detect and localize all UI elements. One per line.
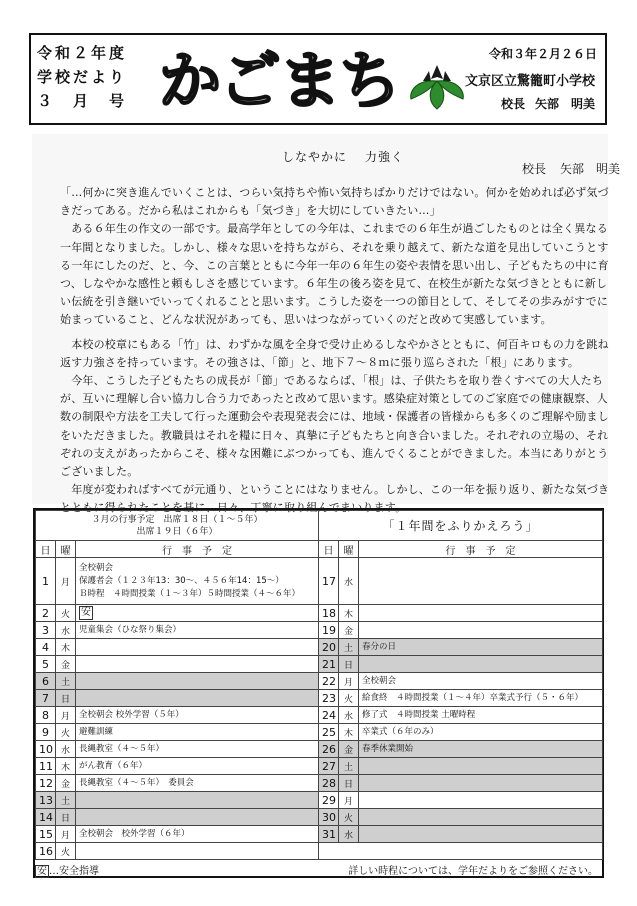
day-number: 8: [36, 707, 56, 724]
event-line: 児童集会（ひな祭り集会）: [79, 624, 182, 635]
event-line: 春季休業開始: [362, 743, 414, 754]
day-events: [359, 558, 603, 605]
essay-paragraph: 本校の校章にもある「竹」は、わずかな風を全身で受け止めるしなやかさとともに、何百キロもの力を跳ね返す力強さを持っています。その強さは、「節」と、地下７～８ｍに張り巡らされた「根」にあります。: [60, 337, 609, 369]
schedule-row: [36, 656, 603, 673]
essay-author: [522, 160, 620, 177]
event-line: 安: [81, 607, 91, 618]
safety-mark: 安: [37, 866, 47, 877]
day-number: 31: [319, 826, 339, 843]
day-of-week: 火: [56, 843, 76, 860]
schedule-row: [36, 741, 603, 758]
event-line: Ｂ時程 ４時間授業（１～３年）５時間授業（４～６年）: [79, 588, 301, 599]
day-of-week: 土: [56, 673, 76, 690]
day-number: 9: [36, 724, 56, 741]
empty-cell: [319, 843, 603, 860]
essay-paragraph: 今年、こうした子どもたちの成長が「節」であるならば、「根」は、子供たちを取り巻くすべての大人たちが、互いに理解し合い協力し合う力であったと改めて思います。感染症対策としてのご家庭での健康観察、人数の制限や方法を工夫して行った運動会や表現発表会には、地域・保護者の皆様からも多くのご理解や励ましをいただきました。教職員はそれを糧に日々、真摯に子どもたちと向き合いました。それぞれの立場の、それぞれの支えがあったからこそ、様々な困難にぶつかっても、進んでくることができました。本当にありがとうございました。: [60, 374, 609, 479]
day-of-week: 水: [56, 741, 76, 758]
day-number: 10: [36, 741, 56, 758]
day-number: 5: [36, 656, 56, 673]
day-of-week: 金: [339, 741, 359, 758]
day-events: [76, 843, 319, 860]
day-of-week: 木: [56, 639, 76, 656]
day-number: 30: [319, 809, 339, 826]
col-dow: 曜: [339, 541, 359, 558]
day-events: [359, 809, 603, 826]
principal-essay: [32, 134, 621, 515]
day-events: [359, 826, 603, 843]
day-events: [76, 558, 319, 605]
col-dow: 曜: [56, 541, 76, 558]
day-of-week: 水: [56, 622, 76, 639]
day-of-week: 土: [56, 792, 76, 809]
day-of-week: 土: [339, 758, 359, 775]
col-events: 行 事 予 定: [76, 541, 319, 558]
schedule-row: [36, 724, 603, 741]
day-events: [76, 792, 319, 809]
newsletter-title: かごまち: [159, 44, 400, 117]
caption-line: 出席１９日（６年）: [136, 526, 218, 537]
col-day: 日: [319, 541, 339, 558]
schedule-row: [36, 605, 603, 622]
day-events: [359, 741, 603, 758]
essay-body: [60, 184, 612, 518]
day-of-week: 金: [339, 622, 359, 639]
footer-legend: [35, 862, 99, 877]
school-name: 文京区立驚籠町小学校: [464, 74, 595, 89]
day-number: 23: [319, 690, 339, 707]
day-of-week: 月: [56, 707, 76, 724]
day-number: 7: [36, 690, 56, 707]
schedule-header-row: [36, 541, 603, 558]
schedule-row: [36, 558, 603, 605]
day-events: [76, 673, 319, 690]
day-events: [76, 656, 319, 673]
day-of-week: 火: [56, 605, 76, 622]
essay-paragraph: 「…何かに突き進んでいくことは、つらい気持ちや怖い気持ちばかりだけではない。何かを始めれば必ず気づきだってある。だから私はこれからも「気づき」を大切にしていきたい…」: [60, 186, 609, 218]
event-line: 長縄教室（４～５年）: [79, 743, 165, 754]
day-number: 24: [319, 707, 339, 724]
schedule-caption-left: [36, 511, 319, 541]
day-number: 26: [319, 741, 339, 758]
day-events: [76, 639, 319, 656]
principal-role: 校長: [500, 97, 525, 111]
issue-line: 学校だより: [37, 68, 128, 86]
schedule-row: [36, 690, 603, 707]
day-of-week: 木: [339, 605, 359, 622]
event-line: 長縄教室（４～５年） 委員会: [79, 777, 194, 788]
day-number: 16: [36, 843, 56, 860]
bamboo-emblem-icon: [407, 61, 467, 111]
day-of-week: 火: [56, 724, 76, 741]
day-of-week: 日: [339, 775, 359, 792]
day-number: 12: [36, 775, 56, 792]
event-line: 全校朝会 校外学習（６年）: [79, 828, 190, 839]
author-name: 矢部 明美: [560, 162, 621, 176]
schedule-table: [35, 510, 603, 860]
day-of-week: 木: [339, 724, 359, 741]
day-events: [359, 775, 603, 792]
day-events: [359, 656, 603, 673]
day-of-week: 月: [339, 673, 359, 690]
day-events: [359, 707, 603, 724]
day-events: [76, 758, 319, 775]
essay-paragraph: ある６年生の作文の一部です。最高学年としての今年は、これまでの６年生が過ごしたものとは全く異なる一年間となりました。しかし、様々な思いを持ちながら、それを乗り越えて、新たな道を見出していこうとする一年にしたのだ、と、今、この言葉とともに今年一年の６年生の姿や表情を思い出し、子どもたちの中に育つ、しなやかな感性と頼もしさを感じています。６年生の後ろ姿を見て、在校生が新たな気づきとともに新しい伝統を引き継いでいってくれることと思います。こうした姿を一つの節目として、そしてその歩みがすでに始まっていること、どんな状況があっても、思いはつながっていくのだと改めて実感しています。: [60, 222, 609, 327]
event-line: 全校朝会: [362, 675, 397, 686]
day-number: 4: [36, 639, 56, 656]
day-of-week: 火: [339, 809, 359, 826]
schedule-row: [36, 826, 603, 843]
day-number: 17: [319, 558, 339, 605]
principal: [501, 95, 595, 112]
day-number: 6: [36, 673, 56, 690]
day-number: 13: [36, 792, 56, 809]
essay-title: [282, 148, 404, 165]
issue-line: ３ 月 号: [37, 92, 128, 110]
day-of-week: 土: [339, 639, 359, 656]
day-number: 1: [36, 558, 56, 605]
day-of-week: 月: [339, 792, 359, 809]
day-events: [359, 622, 603, 639]
day-number: 11: [36, 758, 56, 775]
schedule-row: [36, 809, 603, 826]
schedule-row: [36, 707, 603, 724]
issue-line: 令和２年度: [37, 44, 128, 62]
schedule-row: [36, 758, 603, 775]
day-number: 22: [319, 673, 339, 690]
col-day: 日: [36, 541, 56, 558]
day-events: [76, 724, 319, 741]
principal-name: 矢部 明美: [534, 97, 595, 111]
day-events: [76, 775, 319, 792]
essay-title-part: 力強く: [365, 150, 405, 164]
day-number: 15: [36, 826, 56, 843]
schedule-row: [36, 639, 603, 656]
event-line: 給食終 ４時間授業（１～４年）卒業式予行（５・６年）: [362, 692, 584, 703]
day-events: [359, 758, 603, 775]
footer-legend-text: …安全指導: [49, 866, 99, 877]
day-of-week: 月: [56, 558, 76, 605]
day-of-week: 日: [339, 656, 359, 673]
day-of-week: 木: [56, 758, 76, 775]
day-events: [359, 792, 603, 809]
day-of-week: 金: [56, 775, 76, 792]
day-number: 14: [36, 809, 56, 826]
schedule-caption-row: [36, 511, 603, 541]
day-events: [76, 707, 319, 724]
event-line: 春分の日: [362, 641, 397, 652]
day-number: 27: [319, 758, 339, 775]
event-line: がん教育（６年）: [79, 760, 148, 771]
day-number: 29: [319, 792, 339, 809]
schedule-row: [36, 622, 603, 639]
day-events: [359, 690, 603, 707]
day-number: 3: [36, 622, 56, 639]
schedule-caption-right: 「１年間をふりかえろう」: [319, 511, 603, 541]
day-of-week: 水: [339, 707, 359, 724]
schedule-row: [36, 792, 603, 809]
day-events: [76, 690, 319, 707]
issue-date: 令和３年２月２６日: [488, 47, 597, 61]
day-number: 20: [319, 639, 339, 656]
day-events: [76, 741, 319, 758]
day-number: 25: [319, 724, 339, 741]
day-of-week: 月: [56, 826, 76, 843]
day-number: 28: [319, 775, 339, 792]
day-events: [76, 622, 319, 639]
event-line: 保護者会（１２３年13：30～、４５６年14：15～）: [79, 575, 284, 586]
day-events: [76, 605, 319, 622]
essay-title-part: しなやかに: [282, 150, 348, 164]
day-events: [359, 673, 603, 690]
footer-note: 詳しい時程については、学年だよりをご参照ください。: [348, 866, 598, 877]
day-events: [76, 826, 319, 843]
day-events: [359, 639, 603, 656]
day-number: 18: [319, 605, 339, 622]
day-events: [76, 809, 319, 826]
day-of-week: 火: [339, 690, 359, 707]
event-line: 避難訓練: [79, 726, 114, 737]
event-line: 全校朝会 校外学習（５年）: [79, 709, 184, 720]
schedule-row: [36, 775, 603, 792]
day-number: 21: [319, 656, 339, 673]
event-line: 卒業式（６年のみ）: [362, 726, 439, 737]
essay-paragraph: 年度が変わればすべてが元通り、ということにはなりません。しかし、この一年を振り返り、新たな気づきとともに得られたことを基に、日々、丁寧に取り組んでまいります。: [60, 483, 610, 515]
day-number: 2: [36, 605, 56, 622]
day-number: 19: [319, 622, 339, 639]
day-of-week: 水: [339, 558, 359, 605]
day-events: [359, 724, 603, 741]
schedule-row: [36, 673, 603, 690]
col-events: 行 事 予 定: [359, 541, 603, 558]
day-of-week: 水: [339, 826, 359, 843]
newsletter-header: [29, 33, 607, 125]
event-line: 修了式 ４時間授業 土曜時程: [362, 709, 476, 720]
caption-line: ３月の行事予定 出席１８日（１～５年）: [91, 514, 263, 525]
march-schedule: [33, 508, 604, 878]
day-of-week: 日: [56, 809, 76, 826]
author-role: 校長: [522, 162, 547, 176]
day-of-week: 日: [56, 690, 76, 707]
event-line: 全校朝会: [79, 562, 114, 573]
schedule-row: [36, 843, 603, 860]
day-events: [359, 605, 603, 622]
issue-info: [37, 41, 155, 113]
day-of-week: 金: [56, 656, 76, 673]
